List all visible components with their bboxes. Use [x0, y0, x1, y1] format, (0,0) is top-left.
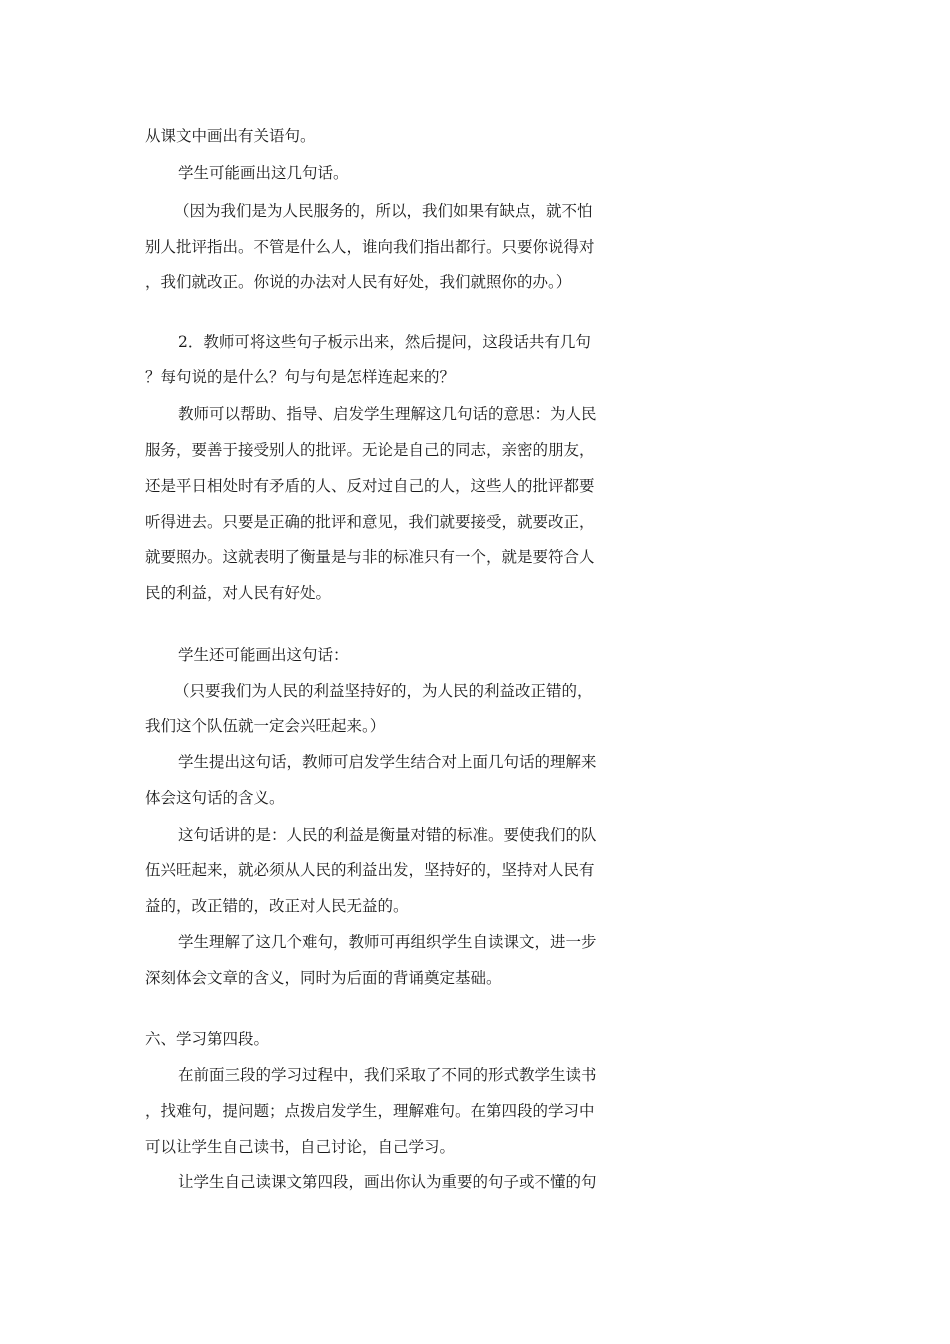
text-line: 我们这个队伍就一定会兴旺起来。）	[145, 717, 386, 735]
text-line: 在前面三段的学习过程中，我们采取了不同的形式教学生读书	[178, 1066, 597, 1084]
text-line: 服务，要善于接受别人的批评。无论是自己的同志，亲密的朋友，	[145, 441, 595, 459]
text-line: 从课文中画出有关语句。	[145, 127, 316, 145]
text-line: 可以让学生自己读书，自己讨论，自己学习。	[145, 1138, 456, 1156]
text-line: （只要我们为人民的利益坚持好的，为人民的利益改正错的，	[174, 682, 593, 700]
text-line: ？每句说的是什么？句与句是怎样连起来的？	[145, 368, 456, 386]
text-line: （因为我们是为人民服务的，所以，我们如果有缺点，就不怕	[174, 202, 593, 220]
text-line: 伍兴旺起来，就必须从人民的利益出发，坚持好的，坚持对人民有	[145, 861, 595, 879]
text-line: 别人批评指出。不管是什么人，谁向我们指出都行。只要你说得对	[145, 238, 595, 256]
text-line: 学生可能画出这几句话。	[178, 164, 349, 182]
text-line: 学生提出这句话，教师可启发学生结合对上面几句话的理解来	[178, 753, 597, 771]
text-line: ，找难句，提问题；点拨启发学生，理解难句。在第四段的学习中	[145, 1102, 595, 1120]
section-heading: 六、学习第四段。	[145, 1030, 270, 1048]
text-line: 体会这句话的含义。	[145, 789, 285, 807]
text-line: 2．教师可将这些句子板示出来，然后提问，这段话共有几句	[178, 333, 591, 351]
text-line: 教师可以帮助、指导、启发学生理解这几句话的意思：为人民	[178, 405, 597, 423]
text-line: 深刻体会文章的含义，同时为后面的背诵奠定基础。	[145, 969, 502, 987]
text-line: 民的利益，对人民有好处。	[145, 584, 332, 602]
text-line: 学生理解了这几个难句，教师可再组织学生自读课文，进一步	[178, 933, 597, 951]
text-line: 就要照办。这就表明了衡量是与非的标准只有一个，就是要符合人	[145, 548, 595, 566]
text-line: 听得进去。只要是正确的批评和意见，我们就要接受，就要改正，	[145, 513, 595, 531]
text-line: 让学生自己读课文第四段，画出你认为重要的句子或不懂的句	[178, 1173, 597, 1191]
text-line: 这句话讲的是：人民的利益是衡量对错的标准。要使我们的队	[178, 826, 597, 844]
text-line: 益的，改正错的，改正对人民无益的。	[145, 897, 409, 915]
text-line: 学生还可能画出这句话：	[178, 646, 349, 664]
text-line: ，我们就改正。你说的办法对人民有好处，我们就照你的办。）	[145, 273, 572, 291]
text-line: 还是平日相处时有矛盾的人、反对过自己的人，这些人的批评都要	[145, 477, 595, 495]
